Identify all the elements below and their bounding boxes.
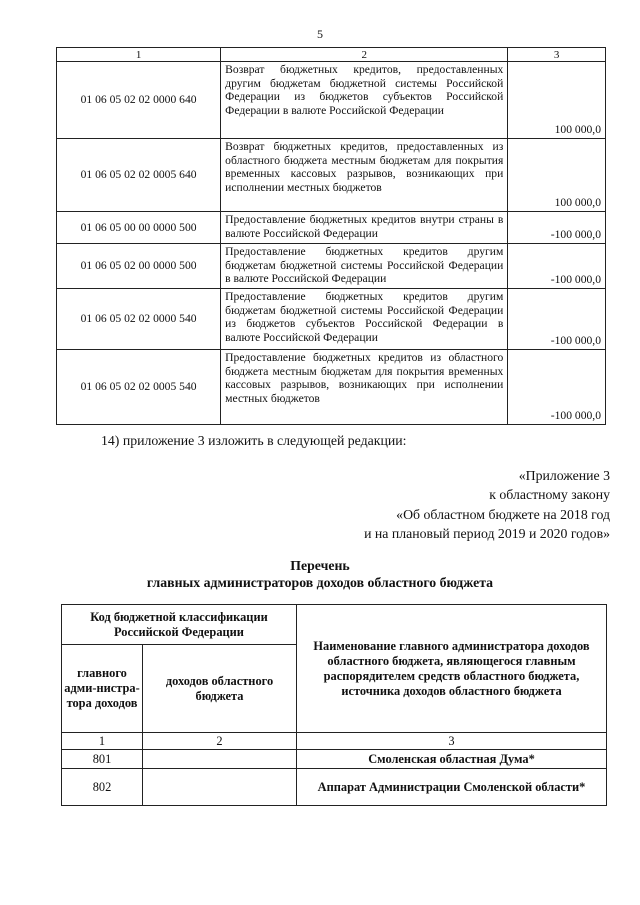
amount: -100 000,0 bbox=[508, 212, 606, 244]
table-row bbox=[57, 350, 606, 425]
amount: -100 000,0 bbox=[508, 244, 606, 289]
table-row bbox=[57, 62, 606, 139]
source-name: Предоставление бюджетных кредитов другим бюджетам бюджетной системы Российской Федерации в валюте Российской Федерации bbox=[221, 244, 508, 289]
list-title: Перечень bbox=[290, 558, 350, 573]
amendment-item-14: 14) приложение 3 изложить в следующей редакции: bbox=[101, 433, 407, 448]
table-row bbox=[62, 750, 607, 769]
admin-code: 801 bbox=[62, 750, 143, 769]
income-code bbox=[143, 769, 297, 806]
budget-code: 01 06 05 00 00 0000 500 bbox=[57, 212, 221, 244]
table-header-row bbox=[62, 605, 607, 645]
admin-code: 802 bbox=[62, 769, 143, 806]
income-code bbox=[143, 750, 297, 769]
source-name: Предоставление бюджетных кредитов другим бюджетам бюджетной системы Российской Федерации из бюджетов субъектов Российской Федерации в валюте Российской Федерации bbox=[221, 289, 508, 350]
appendix-line: «Об областном бюджете на 2018 год bbox=[396, 506, 610, 522]
appendix-heading bbox=[364, 466, 610, 544]
budget-code: 01 06 05 02 02 0005 540 bbox=[57, 350, 221, 425]
admin-code-header: главного адми-нистра-тора доходов bbox=[62, 645, 143, 733]
column-numbers-row bbox=[62, 733, 607, 750]
source-name: Предоставление бюджетных кредитов внутри страны в валюте Российской Федерации bbox=[221, 212, 508, 244]
page-number: 5 bbox=[317, 27, 323, 41]
appendix-line: «Приложение 3 bbox=[518, 468, 610, 483]
source-name: Возврат бюджетных кредитов, предоставленных другим бюджетам бюджетной системы Российской Федерации из бюджетов субъектов Российской Федерации в валюте Российской Федерации bbox=[221, 62, 508, 139]
amount: -100 000,0 bbox=[508, 289, 606, 350]
administrator-name: Аппарат Администрации Смоленской области* bbox=[297, 769, 607, 806]
kbk-header: Код бюджетной классификации Российской Федерации bbox=[62, 605, 297, 645]
budget-code: 01 06 05 02 02 0000 540 bbox=[57, 289, 221, 350]
administrator-name: Смоленская областная Дума* bbox=[297, 750, 607, 769]
budget-code: 01 06 05 02 02 0000 640 bbox=[57, 62, 221, 139]
column-number-3: 3 bbox=[297, 733, 607, 750]
appendix-line: и на плановый период 2019 и 2020 годов» bbox=[364, 526, 610, 542]
administrator-name-header: Наименование главного администратора доходов областного бюджета, являющегося главным распорядителем средств областного бюджета, источника доходов областного бюджета bbox=[297, 605, 607, 733]
table-row bbox=[57, 244, 606, 289]
table-row bbox=[57, 139, 606, 212]
table-row bbox=[57, 212, 606, 244]
source-name: Возврат бюджетных кредитов, предоставленных из областного бюджета местным бюджетам для покрытия временных кассовых разрывов, возникающих при исполнении местных бюджетов bbox=[221, 139, 508, 212]
column-number-1: 1 bbox=[57, 48, 221, 62]
column-number-3: 3 bbox=[508, 48, 606, 62]
table-row bbox=[57, 289, 606, 350]
column-number-2: 2 bbox=[221, 48, 508, 62]
table-row bbox=[62, 769, 607, 806]
administrators-table bbox=[61, 604, 607, 806]
budget-code: 01 06 05 02 00 0000 500 bbox=[57, 244, 221, 289]
amount: 100 000,0 bbox=[508, 62, 606, 139]
column-number-2: 2 bbox=[143, 733, 297, 750]
source-name: Предоставление бюджетных кредитов из областного бюджета местным бюджетам для покрытия временных кассовых разрывов, возникающих при исполнении местных бюджетов bbox=[221, 350, 508, 425]
amount: -100 000,0 bbox=[508, 350, 606, 425]
amount: 100 000,0 bbox=[508, 139, 606, 212]
list-subtitle: главных администраторов доходов областного бюджета bbox=[146, 575, 494, 590]
sources-table bbox=[56, 47, 606, 425]
income-code-header: доходов областного бюджета bbox=[143, 645, 297, 733]
budget-code: 01 06 05 02 02 0005 640 bbox=[57, 139, 221, 212]
appendix-line: к областному закону bbox=[489, 487, 610, 503]
column-number-1: 1 bbox=[62, 733, 143, 750]
table-header-row bbox=[57, 48, 606, 62]
